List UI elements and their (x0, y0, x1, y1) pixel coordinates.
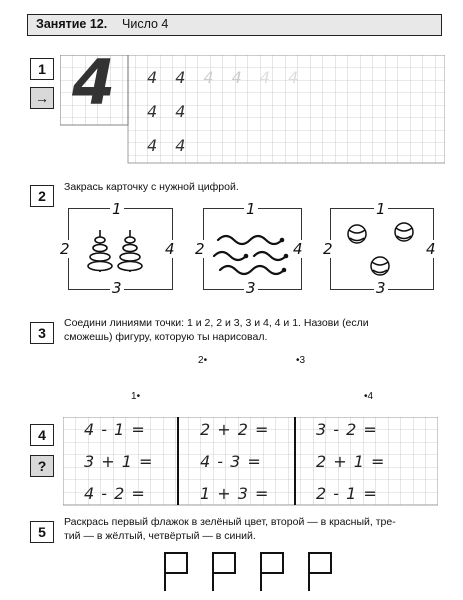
worms-icon (210, 226, 296, 278)
digit: 4 (175, 68, 186, 87)
task-1-number: 1 (30, 58, 54, 80)
card-3-left-number: 2 (323, 240, 333, 258)
task-2-number: 2 (30, 185, 54, 207)
task-5-instruction-line-1: Раскрась первый флажок в зелёный цвет, второй — в красный, тре- (64, 516, 396, 528)
task-5-instruction-line-2: тий — в жёлтый, четвёртый — в синий. (64, 530, 256, 542)
point-3[interactable]: •3 (296, 355, 306, 366)
point-4[interactable]: •4 (364, 391, 374, 402)
digit: 4 (147, 136, 158, 155)
flag-2[interactable] (213, 553, 235, 591)
digit: 4 (175, 102, 186, 121)
card-2-top-number: 1 (246, 200, 256, 218)
task-3-number: 3 (30, 322, 54, 344)
balls-icon (342, 218, 422, 282)
digit: 4 (147, 68, 158, 87)
equation-r3-c3: 2 - 1 = (316, 484, 378, 503)
card-1-right-number: 4 (165, 240, 175, 258)
digit-faded: 4 (231, 68, 242, 87)
task-4-number: 4 (30, 424, 54, 446)
practice-row-1 (147, 68, 437, 87)
card-1-top-number: 1 (112, 200, 122, 218)
card-1-left-number: 2 (60, 240, 70, 258)
card-2-bottom-number: 3 (246, 279, 256, 297)
pyramid-toys-icon (86, 228, 156, 278)
equation-r1-c1: 4 - 1 = (84, 420, 146, 439)
digit: 4 (147, 102, 158, 121)
lesson-header (27, 14, 442, 36)
flag-4[interactable] (309, 553, 331, 591)
flags-group (160, 551, 350, 593)
equation-r1-c3: 3 - 2 = (316, 420, 378, 439)
digit-faded: 4 (287, 68, 299, 87)
card-2-right-number: 4 (293, 240, 303, 258)
practice-row-2 (147, 102, 185, 121)
equation-r2-c3: 2 + 1 = (316, 452, 386, 471)
arrow-badge: → (30, 87, 54, 109)
equation-r3-c2: 1 + 3 = (200, 484, 270, 503)
task-2-instruction: Закрась карточку с нужной цифрой. (64, 181, 239, 193)
card-3-bottom-number: 3 (376, 279, 386, 297)
task-5-number: 5 (30, 521, 54, 543)
task-3-instruction-line-1: Соедини линиями точки: 1 и 2, 2 и 3, 3 и 4, 4 и 1. Назови (если (64, 317, 369, 329)
card-3-right-number: 4 (426, 240, 436, 258)
digit-faded: 4 (259, 68, 270, 87)
card-2-left-number: 2 (195, 240, 205, 258)
card-1-bottom-number: 3 (112, 279, 122, 297)
flag-1[interactable] (165, 553, 187, 591)
card-3-top-number: 1 (376, 200, 386, 218)
point-1[interactable]: 1• (131, 391, 141, 402)
flag-3[interactable] (261, 553, 283, 591)
equation-r2-c2: 4 - 3 = (200, 452, 262, 471)
lesson-topic: Число 4 (122, 17, 169, 31)
lesson-number: Занятие 12. (36, 17, 108, 31)
help-badge: ? (30, 455, 54, 477)
task-3-instruction-line-2: сможешь) фигуру, которую ты нарисовал. (64, 331, 268, 343)
digit-faded: 4 (203, 68, 214, 87)
digit: 4 (175, 136, 186, 155)
equation-r3-c1: 4 - 2 = (84, 484, 146, 503)
practice-row-3 (147, 136, 185, 155)
equation-r2-c1: 3 + 1 = (84, 452, 154, 471)
point-2[interactable]: 2• (198, 355, 208, 366)
sample-digit-4: 4 (72, 46, 116, 119)
equation-r1-c2: 2 + 2 = (200, 420, 270, 439)
